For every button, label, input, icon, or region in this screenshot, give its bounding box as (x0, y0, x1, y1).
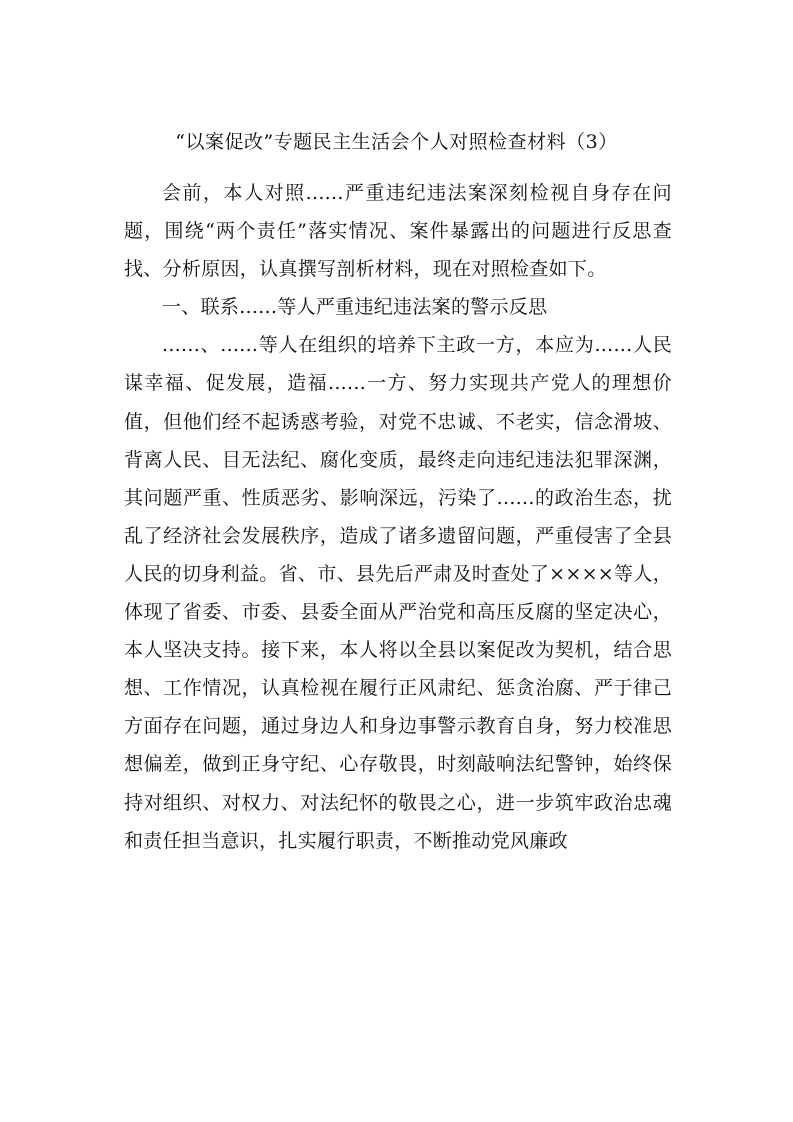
document-body (124, 174, 672, 860)
paragraph-reflection: ......、......等人在组织的培养下主政一方，本应为......人民谋幸福、促发展，造福......一方、努力实现共产党人的理想价值，但他们经不起诱惑考验，对党不忠诚、不老实，信念滑坡、背离人民、目无法纪、腐化变质，最终走向违纪违法犯罪深渊，其问题严重、性质恶劣、影响深远，污染了......的政治生态，扰乱了经济社会发展秩序，造成了诸多遗留问题，严重侵害了全县人民的切身利益。省、市、县先后严肃及时查处了××××等人，体现了省委、市委、县委全面从严治党和高压反腐的坚定决心，本人坚决支持。接下来，本人将以全县以案促改为契机，结合思想、工作情况，认真检视在履行正风肃纪、惩贪治腐、严于律己方面存在问题，通过身边人和身边事警示教育自身，努力校准思想偏差，做到正身守纪、心存敬畏，时刻敲响法纪警钟，始终保持对组织、对权力、对法纪怀的敬畏之心，进一步筑牢政治忠魂和责任担当意识，扎实履行职责，不断推动党风廉政 (124, 334, 672, 852)
paragraph-intro: 会前，本人对照......严重违纪违法案深刻检视自身存在问题，围绕“两个责任”落实情况、案件暴露出的问题进行反思查找、分析原因，认真撰写剖析材料，现在对照检查如下。 (124, 182, 672, 281)
section-heading: 一、联系......等人严重违纪违法案的警示反思 (162, 296, 548, 319)
document-title: “以案促改”专题民主生活会个人对照检查材料（3） (175, 131, 618, 153)
